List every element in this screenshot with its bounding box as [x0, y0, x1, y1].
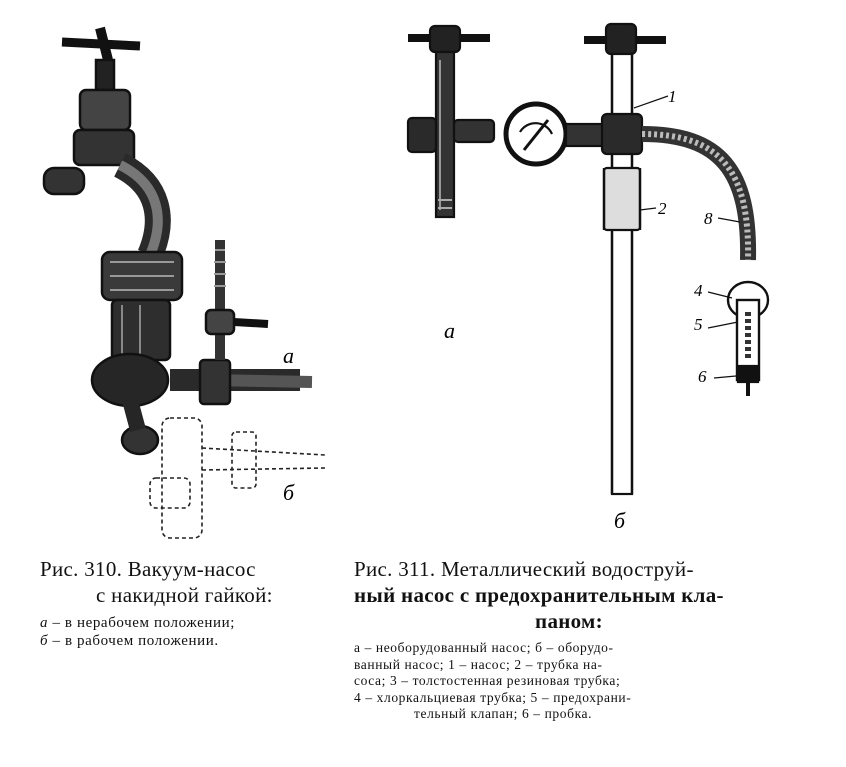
fig311-callout-1: 1 — [668, 87, 677, 106]
fig310-label-b: б — [283, 480, 295, 505]
fig311-label-b: б — [614, 508, 626, 533]
fig310-legend-b-letter: б — [40, 633, 49, 649]
fig310-legend-a-letter: а — [40, 615, 49, 631]
fig311-callout-3: 8 — [704, 209, 713, 228]
fig311-legend-line4: 4 – хлоркальциевая трубка; 5 – предохрани- — [354, 689, 632, 705]
fig311-label-a: а — [444, 318, 455, 343]
fig311-callout-4: 4 — [694, 281, 703, 300]
fig310-label-a: а — [283, 343, 294, 368]
fig310-legend-a-text: – в нерабочем положении; — [52, 615, 235, 631]
fig310-title-line2: с накидной гайкой: — [96, 583, 273, 607]
fig311-callout-6: 6 — [698, 367, 707, 386]
fig311-callout-2: 2 — [658, 199, 667, 218]
fig311-caption — [354, 556, 784, 723]
fig310-caption — [40, 556, 340, 650]
fig311-legend-line5: тельный клапан; 6 – пробка. — [414, 706, 593, 721]
fig311-drawing — [400, 0, 846, 545]
fig310-drawing — [0, 0, 400, 545]
fig310-legend-b — [40, 632, 340, 650]
fig310-legend-a — [40, 614, 340, 632]
fig311-legend-line1: а – необорудованный насос; б – оборудо- — [354, 640, 614, 655]
fig310-legend-b-text: – в рабочем положении. — [52, 633, 219, 649]
fig311-callout-5: 5 — [694, 315, 703, 334]
fig310-title-line1: Рис. 310. Вакуум-насос — [40, 557, 256, 581]
fig311-title-line2: ный насос с предохранительным кла- — [354, 583, 724, 607]
fig311-title-line3: паном: — [535, 609, 603, 633]
fig311-legend-line3: соса; 3 – толстостенная резиновая трубка; — [354, 673, 621, 688]
fig311-legend-line2: ванный насос; 1 – насос; 2 – трубка на- — [354, 656, 603, 672]
fig311-title-line1: Рис. 311. Металлический водоструй- — [354, 557, 694, 581]
